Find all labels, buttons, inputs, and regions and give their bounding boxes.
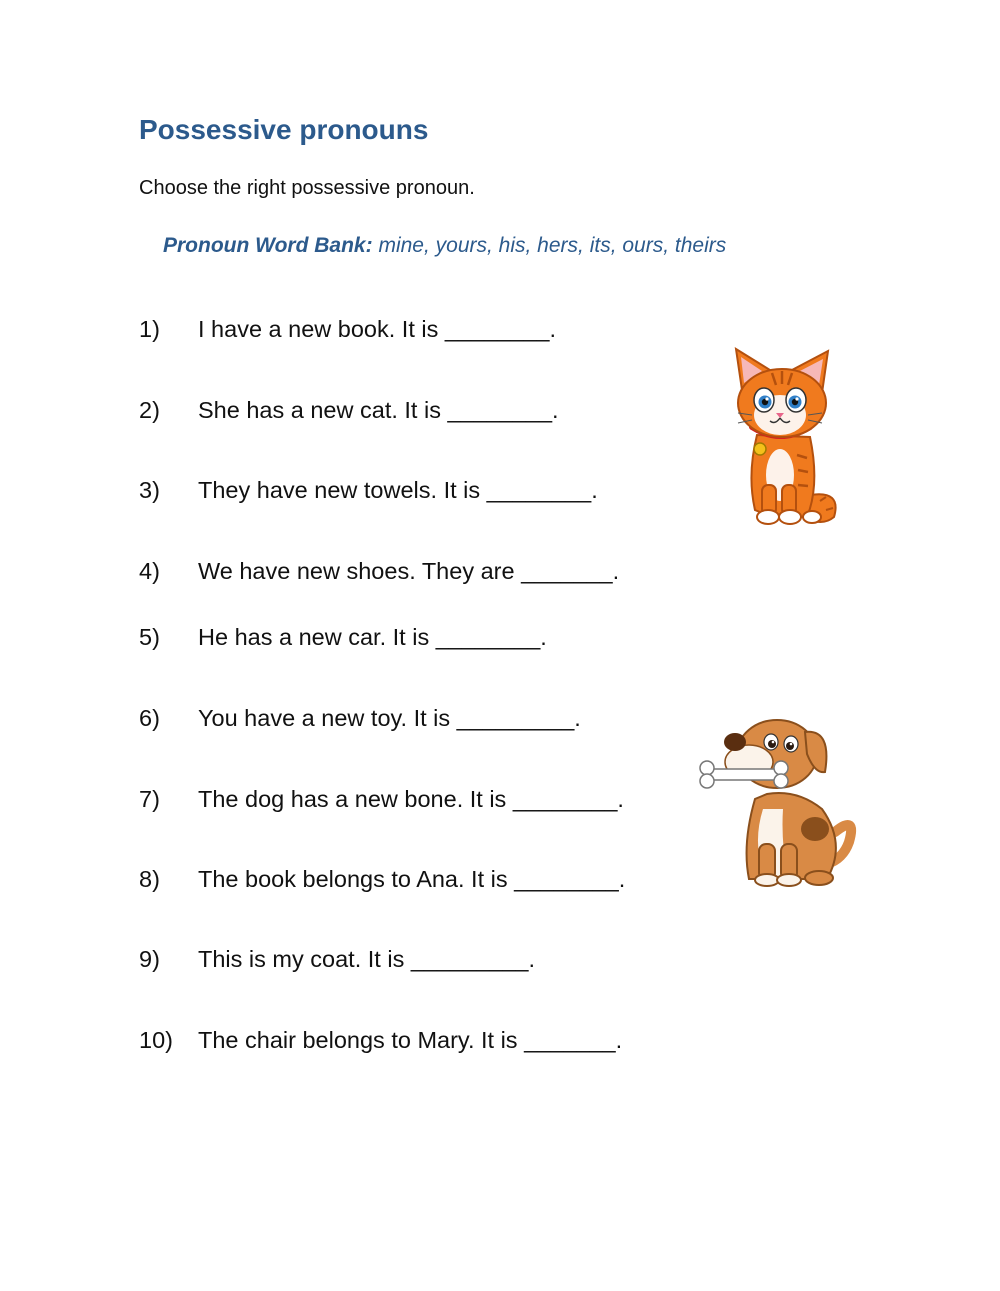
instruction-text: Choose the right possessive pronoun. [139, 177, 475, 199]
question-text: The chair belongs to Mary. It is _______. [198, 1027, 623, 1053]
question-2 [139, 397, 559, 424]
question-text: This is my coat. It is _________. [198, 946, 535, 972]
question-text: The dog has a new bone. It is ________. [198, 786, 624, 812]
cat-illustration [722, 345, 847, 530]
question-5 [139, 624, 547, 651]
question-number: 8) [139, 866, 160, 892]
question-number: 2) [139, 397, 160, 423]
question-6 [139, 705, 581, 732]
question-text: You have a new toy. It is _________. [198, 705, 581, 731]
question-text: They have new towels. It is ________. [198, 477, 598, 503]
question-7 [139, 786, 624, 813]
question-4 [139, 558, 619, 585]
question-text: She has a new cat. It is ________. [198, 397, 559, 423]
question-number: 3) [139, 477, 160, 503]
question-text: He has a new car. It is ________. [198, 624, 547, 650]
word-bank [163, 234, 726, 258]
question-text: We have new shoes. They are _______. [198, 558, 620, 584]
question-number: 9) [139, 946, 160, 972]
question-3 [139, 477, 598, 504]
question-number: 5) [139, 624, 160, 650]
question-number: 1) [139, 316, 160, 342]
question-text: The book belongs to Ana. It is ________. [198, 866, 626, 892]
question-number: 6) [139, 705, 160, 731]
question-10 [139, 1027, 622, 1054]
dog-illustration [697, 714, 862, 889]
question-number: 4) [139, 558, 160, 584]
question-text: I have a new book. It is ________. [198, 316, 556, 342]
question-9 [139, 946, 535, 973]
question-1 [139, 316, 556, 343]
page-title: Possessive pronouns [139, 114, 429, 145]
question-8 [139, 866, 625, 893]
word-bank-words: mine, yours, his, hers, its, ours, theirs [378, 234, 727, 257]
word-bank-label: Pronoun Word Bank: [163, 234, 373, 257]
question-number: 10) [139, 1027, 173, 1053]
question-number: 7) [139, 786, 160, 812]
